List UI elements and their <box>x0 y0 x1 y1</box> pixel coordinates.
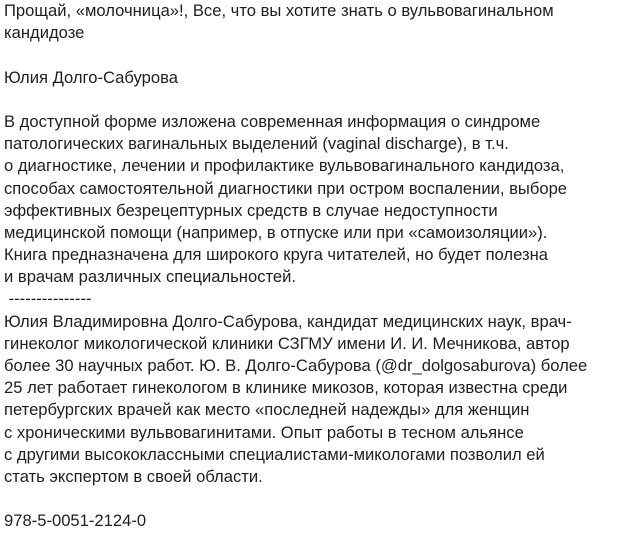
document-body <box>4 0 626 533</box>
description-line: эффективных безрецептурных средств в случае недоступности <box>4 200 498 220</box>
spacer <box>4 44 626 66</box>
author-name: Юлия Долго-Сабурова <box>4 67 178 87</box>
description-line: о диагностике, лечении и профилактике вульвовагинального кандидоза, <box>4 156 565 176</box>
description-line: Книга предназначена для широкого круга читателей, но будет полезна <box>4 245 548 265</box>
spacer <box>4 89 626 111</box>
description-line: патологических вагинальных выделений (vaginal discharge), в т.ч. <box>4 134 509 154</box>
description-line: медицинской помощи (например, в отпуске или при «самоизоляции»). <box>4 222 548 242</box>
bio-line: более 30 научных работ. Ю. В. Долго-Сабурова (@dr_dolgosaburova) более <box>4 356 588 375</box>
author-bio <box>4 311 626 489</box>
bio-line: гинеколог микологической клиники СЗГМУ имени И. И. Мечникова, автор <box>4 333 570 353</box>
bio-line: с другими высококлассными специалистами-микологами позволил ей <box>4 444 545 464</box>
book-description <box>4 111 626 289</box>
description-line: способах самостоятельной диагностики при остром воспалении, выборе <box>4 178 568 198</box>
description-line: и врачам различных специальностей. <box>4 267 297 287</box>
bio-line: с хроническими вульвовагинитами. Опыт работы в тесном альянсе <box>4 422 524 442</box>
title-line: Прощай, «молочница»!, Все, что вы хотите знать о вульвовагинальном <box>4 1 554 20</box>
bio-line: петербургских врачей как место «последней надежды» для женщин <box>4 400 530 420</box>
bio-line: Юлия Владимировна Долго-Сабурова, кандидат медицинских наук, врач- <box>4 311 572 331</box>
bio-line: стать экспертом в своей области. <box>4 466 263 486</box>
isbn: 978-5-0051-2124-0 <box>4 511 147 531</box>
spacer <box>4 488 626 510</box>
book-title <box>4 0 626 44</box>
separator: --------------- <box>4 289 92 309</box>
description-line: В доступной форме изложена современная информация о синдроме <box>4 111 541 131</box>
bio-line: 25 лет работает гинекологом в клинике микозов, которая известна среди <box>4 378 568 398</box>
title-line: кандидозе <box>4 23 85 43</box>
